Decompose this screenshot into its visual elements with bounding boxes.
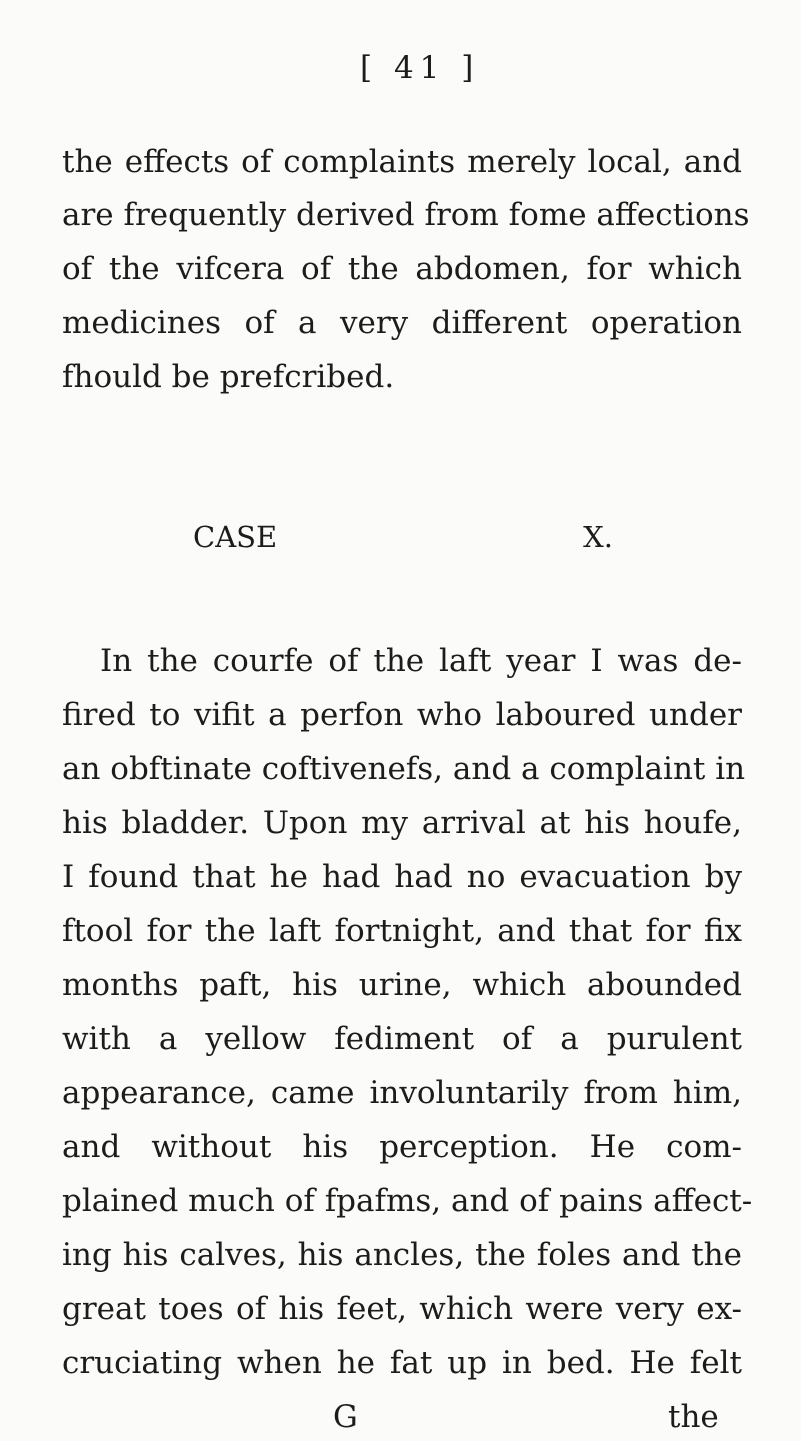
text-line: medicines of a very different operation xyxy=(62,305,742,341)
page-number: [ 41 ] xyxy=(360,50,480,86)
text-line: great toes of his feet, which were very ex- xyxy=(62,1291,742,1327)
text-line: with a yellow fediment of a purulent xyxy=(62,1021,742,1057)
text-line: the effects of complaints merely local, and xyxy=(62,144,742,180)
text-line: are frequently derived from fome affections xyxy=(62,197,750,233)
text-line: an obftinate coftivenefs, and a complaint in xyxy=(62,751,746,787)
catchword: the xyxy=(668,1399,719,1435)
text-line: and without his perception. He com- xyxy=(62,1129,742,1165)
text-line: months paft, his urine, which abounded xyxy=(62,967,742,1003)
text-line: fired to vifit a perfon who laboured under xyxy=(62,697,742,733)
text-line: In the courfe of the laft year I was de- xyxy=(100,643,742,679)
text-line: cruciating when he fat up in bed. He felt xyxy=(62,1345,742,1381)
text-line: ing his calves, his ancles, the foles and the xyxy=(62,1237,742,1273)
text-line: I found that he had had no evacuation by xyxy=(62,859,742,895)
text-line: fhould be prefcribed. xyxy=(62,359,395,395)
text-line: appearance, came involuntarily from him, xyxy=(62,1075,742,1111)
text-line: of the vifcera of the abdomen, for which xyxy=(62,251,742,287)
case-heading: CASE X. xyxy=(193,520,613,554)
text-line: plained much of fpafms, and of pains affect- xyxy=(62,1183,753,1219)
text-line: his bladder. Upon my arrival at his houfe, xyxy=(62,805,742,841)
signature-mark: G xyxy=(333,1399,358,1435)
text-line: ftool for the laft fortnight, and that for fix xyxy=(62,913,742,949)
